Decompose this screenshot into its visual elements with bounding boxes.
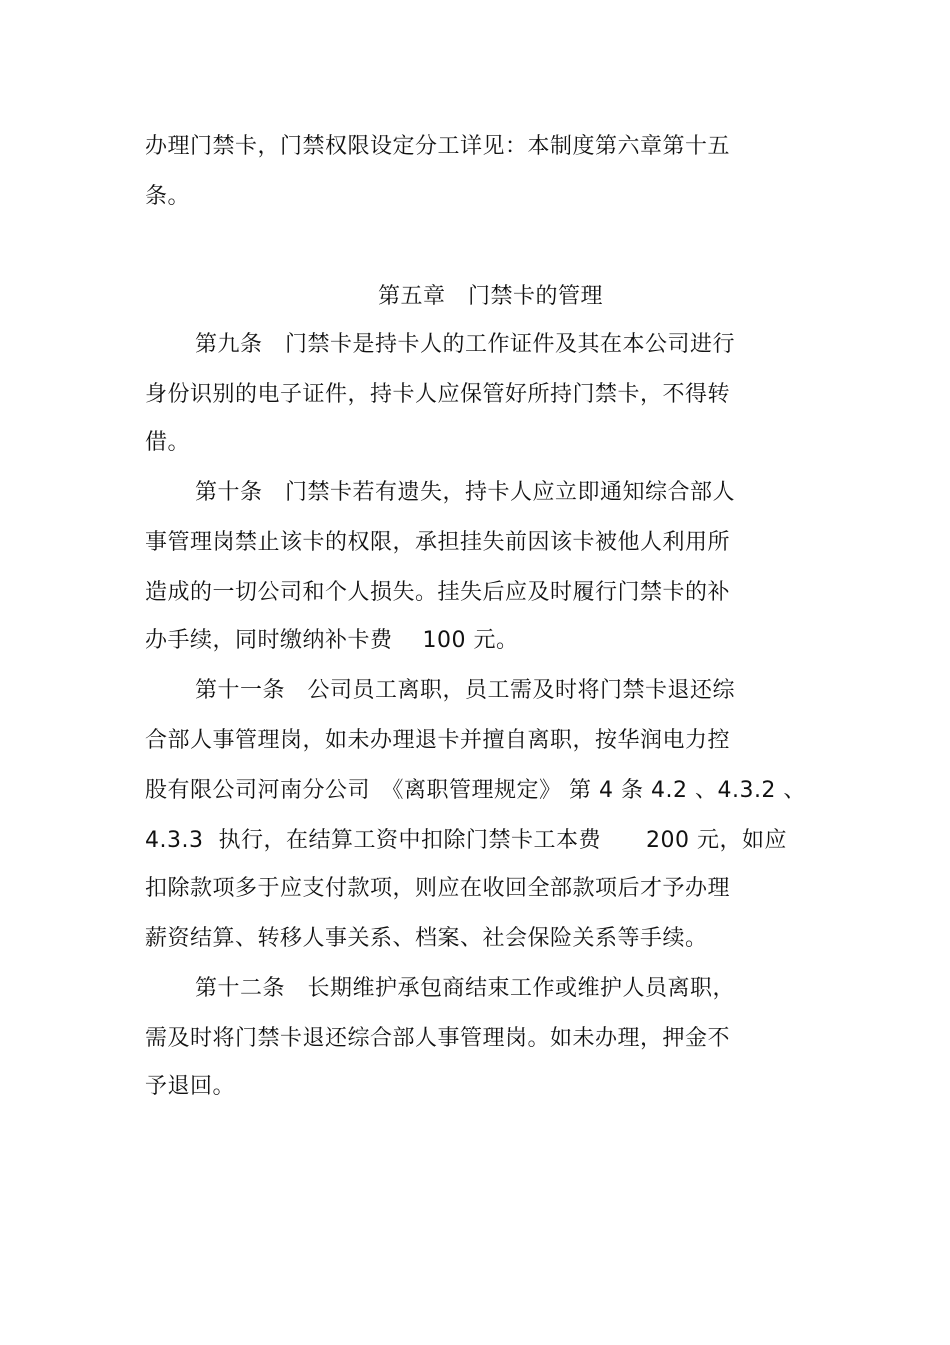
- article-12-line: 第十二条 长期维护承包商结束工作或维护人员离职，: [195, 976, 736, 1001]
- paragraph-line: 办手续，同时缴纳补卡费 100 元。: [145, 628, 519, 653]
- paragraph-line: 股有限公司河南分公司 《离职管理规定》 第 4 条 4.2 、4.3.2 、: [145, 778, 806, 803]
- paragraph-line: 造成的一切公司和个人损失。挂失后应及时履行门禁卡的补: [145, 580, 731, 605]
- chapter-heading: 第五章 门禁卡的管理: [378, 284, 604, 309]
- paragraph-line: 予退回。: [145, 1074, 236, 1099]
- paragraph-line: 事管理岗禁止该卡的权限，承担挂失前因该卡被他人利用所: [145, 530, 731, 555]
- paragraph-line: 办理门禁卡，门禁权限设定分工详见：本制度第六章第十五: [145, 134, 731, 159]
- paragraph-line: 4.3.3 执行，在结算工资中扣除门禁卡工本费 200 元，如应: [145, 828, 787, 853]
- paragraph-line: 条。: [145, 184, 191, 209]
- paragraph-line: 扣除款项多于应支付款项，则应在收回全部款项后才予办理: [145, 876, 731, 901]
- article-11-line: 第十一条 公司员工离职，员工需及时将门禁卡退还综: [195, 678, 736, 703]
- article-10-line: 第十条 门禁卡若有遗失，持卡人应立即通知综合部人: [195, 480, 736, 505]
- article-9-line: 第九条 门禁卡是持卡人的工作证件及其在本公司进行: [195, 332, 736, 357]
- paragraph-line: 借。: [145, 430, 191, 455]
- paragraph-line: 身份识别的电子证件，持卡人应保管好所持门禁卡，不得转: [145, 382, 731, 407]
- paragraph-line: 薪资结算、转移人事关系、档案、社会保险关系等手续。: [145, 926, 708, 951]
- paragraph-line: 需及时将门禁卡退还综合部人事管理岗。如未办理，押金不: [145, 1026, 731, 1051]
- paragraph-line: 合部人事管理岗，如未办理退卡并擅自离职，按华润电力控: [145, 728, 731, 753]
